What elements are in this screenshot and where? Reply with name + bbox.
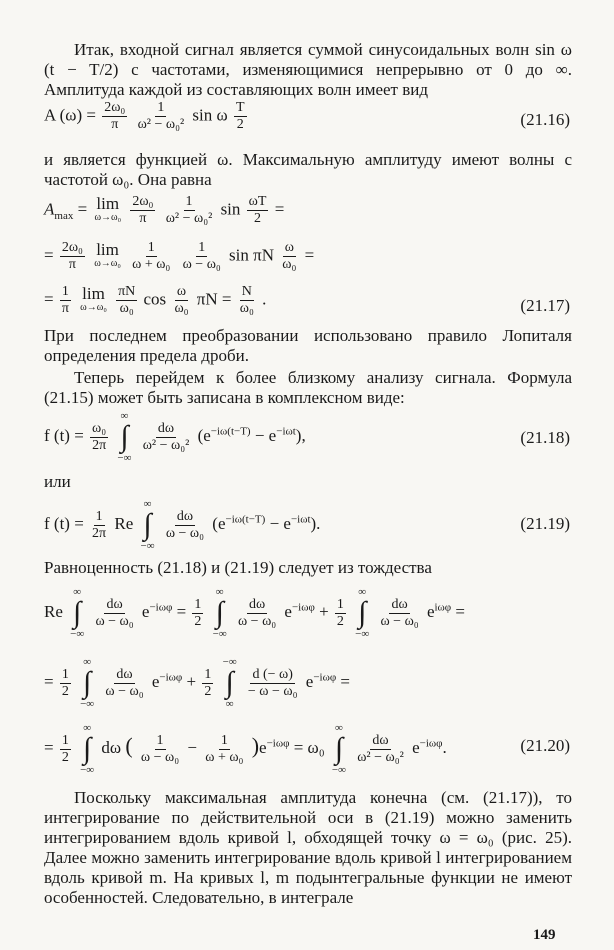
- equation-number-21-16: (21.16): [520, 110, 570, 129]
- integral-sign: ∞ ∫ −∞: [70, 586, 85, 640]
- paragraph-max-amplitude: и является функцией ω. Максимальную амплитуду имеют волны с частотой ω₀. Она равна: [44, 150, 572, 189]
- equation-21-17-line-2: = $\frac{\text{2ω₀}}{\pi}$ lim ω→ω₀ $\frac{1}{\text{ω + ω₀}}$ $\frac{1}{\text{ω − ω₀}}$ sin πN $\frac{\omega}{\text{ω₀}}$ =: [44, 239, 315, 272]
- equation-21-16: A (ω) = $\frac{\text{2ω₀}}{\pi}$ $\frac{1}{\text{ω² − ω₀²}}$ sin ω $\frac{T}{2}$: [44, 100, 245, 132]
- equation-number-21-18: (21.18): [520, 428, 570, 447]
- equation-21-20-line-2: = $\frac{1}{2}$ ∞ ∫ −∞ $\frac{d\omega}{\text{ω − ω₀}}$ $e^{-i\omega\varphi}$ + $\frac{1}{2}$ −∞ ∫ ∞ $\frac{d (- \omega)}{\text{− ω − ω₀}}$ $e^{-i\omega\varphi}$ =: [44, 656, 351, 710]
- equation-number-21-20: (21.20): [520, 736, 570, 755]
- equation-number-21-19: (21.19): [520, 514, 570, 533]
- paragraph-intro: Итак, входной сигнал является суммой синусоидальных волн sin ω (t − T/2) с частотами, изменяющимися непрерывно от 0 до ∞. Амплитуда каждой из составляющих волн имеет вид: [44, 40, 572, 99]
- eq16-lhs: A (ω) =: [44, 105, 96, 125]
- integral-sign: ∞ ∫ −∞: [331, 722, 346, 776]
- paragraph-lhopital: При последнем преобразовании использовано правило Лопиталя определения предела дроби.: [44, 326, 572, 365]
- equation-21-17-line-1: $A_{max}$ = lim ω→ω₀ $\frac{\text{2ω₀}}{\pi}$ $\frac{1}{\text{ω² − ω₀²}}$ sin $\frac{\omega T}{2}$ =: [44, 193, 285, 226]
- integral-sign: ∞ ∫ −∞: [80, 656, 95, 710]
- or-word: или: [44, 472, 71, 491]
- paragraph-contour: Поскольку максимальная амплитуда конечна (см. (21.17)), то интегрирование по действительной оси в (21.19) можно заменить интегрированием вдоль кривой l, обходящей точку ω = ω₀ (рис. 25). Далее можно заменить интегрирование вдоль кривой l интегрированием вдоль кривой m. На кривых l, m подынтегральные функции не имеют особенностей. Следовательно, в интеграле: [44, 788, 572, 907]
- equation-21-20-line-3: = $\frac{1}{2}$ ∞ ∫ −∞ dω ( $\frac{1}{\text{ω − ω₀}}$ − $\frac{1}{\text{ω + ω₀}}$ )$e^{-i\omega\varphi} = \omega_0$ ∞ ∫ −∞ $\frac{d\omega}{\text{ω² − ω₀²}}$ $e^{-i\omega\varphi}$.: [44, 722, 447, 776]
- integral-sign: ∞ ∫ −∞: [117, 410, 132, 464]
- integral-sign: ∞ ∫ −∞: [355, 586, 370, 640]
- integral-sign: ∞ ∫ −∞: [140, 498, 155, 552]
- integral-sign: −∞ ∫ ∞: [222, 656, 237, 710]
- page-number: 149: [533, 927, 556, 943]
- equation-number-21-17: (21.17): [520, 296, 570, 315]
- integral-sign: ∞ ∫ −∞: [80, 722, 95, 776]
- equation-21-20-line-1: Re ∞ ∫ −∞ $\frac{d\omega}{\text{ω − ω₀}}$ $e^{-i\omega\varphi}$ = $\frac{1}{2}$ ∞ ∫ −∞ $\frac{d\omega}{\text{ω − ω₀}}$ $e^{-i\omega\varphi}$ + $\frac{1}{2}$ ∞ ∫ −∞ $\frac{d\omega}{\text{ω − ω₀}}$ $e^{i\omega\varphi}$ =: [44, 586, 465, 640]
- integral-sign: ∞ ∫ −∞: [212, 586, 227, 640]
- equation-21-18: f (t) = $\frac{\text{ω₀}}{2\pi}$ ∞ ∫ −∞ $\frac{d\omega}{\text{ω² − ω₀²}}$ $(e^{-i\omega(t-T)} - e^{-i\omega t})$,: [44, 410, 306, 464]
- paragraph-complex-form: Теперь перейдем к более близкому анализу сигнала. Формула (21.15) может быть записана в комплексном виде:: [44, 368, 572, 407]
- equation-21-17-line-3: = $\frac{1}{\pi}$ lim ω→ω₀ $\frac{\pi N}{\text{ω₀}}$ cos $\frac{\omega}{\text{ω₀}}$ πN = $\frac{N}{\text{ω₀}}$ .: [44, 283, 267, 316]
- paragraph-identity: Равноценность (21.18) и (21.19) следует из тождества: [44, 558, 432, 577]
- equation-21-19: f (t) = $\frac{1}{2\pi}$ Re ∞ ∫ −∞ $\frac{d\omega}{\text{ω − ω₀}}$ $(e^{-i\omega(t-T)} - e^{-i\omega t})$.: [44, 498, 321, 552]
